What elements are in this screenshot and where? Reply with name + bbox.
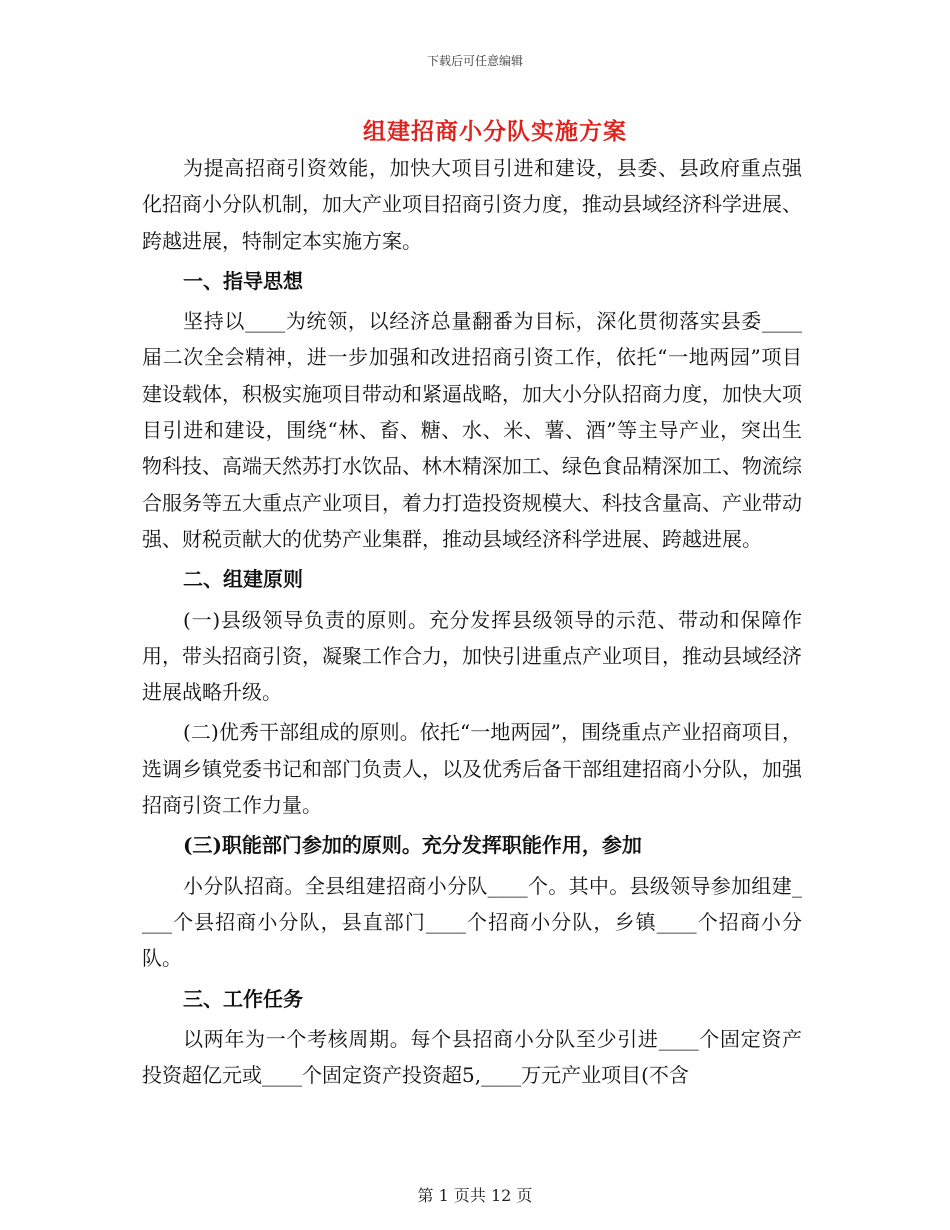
principle-1-paragraph: (一)县级领导负责的原则。充分发挥县级领导的示范、带动和保障作用，带头招商引资，凝聚工作合力，加快引进重点产业项目，推动县域经济进展战略升级。	[142, 607, 802, 705]
section-heading-guiding-ideology: 一、指导思想	[183, 268, 303, 293]
section-heading-tasks: 三、工作任务	[183, 986, 303, 1011]
document-title: 组建招商小分队实施方案	[363, 118, 627, 145]
principle-3-paragraph: 小分队招商。全县组建招商小分队____个。其中。县级领导参加组建____个县招商小分队，县直部门____个招商小分队，乡镇____个招商小分队。	[142, 873, 802, 971]
page-header-note: 下载后可任意编辑	[426, 54, 523, 68]
tasks-paragraph: 以两年为一个考核周期。每个县招商小分队至少引进____个固定资产投资超亿元或____个固定资产投资超5,____万元产业项目(不含	[142, 1026, 802, 1088]
guiding-ideology-paragraph: 坚持以____为统领，以经济总量翻番为目标，深化贯彻落实县委____届二次全会精神，进一步加强和改进招商引资工作，依托“一地两园”项目建设载体，积极实施项目带动和紧逼战略，加大小分队招商力度，加快大项目引进和建设，围绕“林、畜、糖、水、米、薯、酒”等主导产业，突出生物科技、高端天然苏打水饮品、林木精深加工、绿色食品精深加工、物流综合服务等五大重点产业项目，着力打造投资规模大、科技含量高、产业带动强、财税贡献大的优势产业集群，推动县域经济科学进展、跨越进展。	[142, 309, 802, 551]
principle-2-paragraph: (二)优秀干部组成的原则。依托“一地两园”，围绕重点产业招商项目，选调乡镇党委书记和部门负责人，以及优秀后备干部组建招商小分队，加强招商引资工作力量。	[142, 720, 802, 818]
principle-3-heading: (三)职能部门参加的原则。充分发挥职能作用，参加	[183, 833, 642, 858]
page-number-footer: 第 1 页共 12 页	[417, 1186, 533, 1205]
section-heading-principles: 二、组建原则	[183, 567, 303, 592]
document-body	[142, 150, 802, 1093]
intro-paragraph: 为提高招商引资效能，加快大项目引进和建设，县委、县政府重点强化招商小分队机制，加大产业项目招商引资力度，推动县域经济科学进展、跨越进展，特制定本实施方案。	[142, 156, 802, 253]
